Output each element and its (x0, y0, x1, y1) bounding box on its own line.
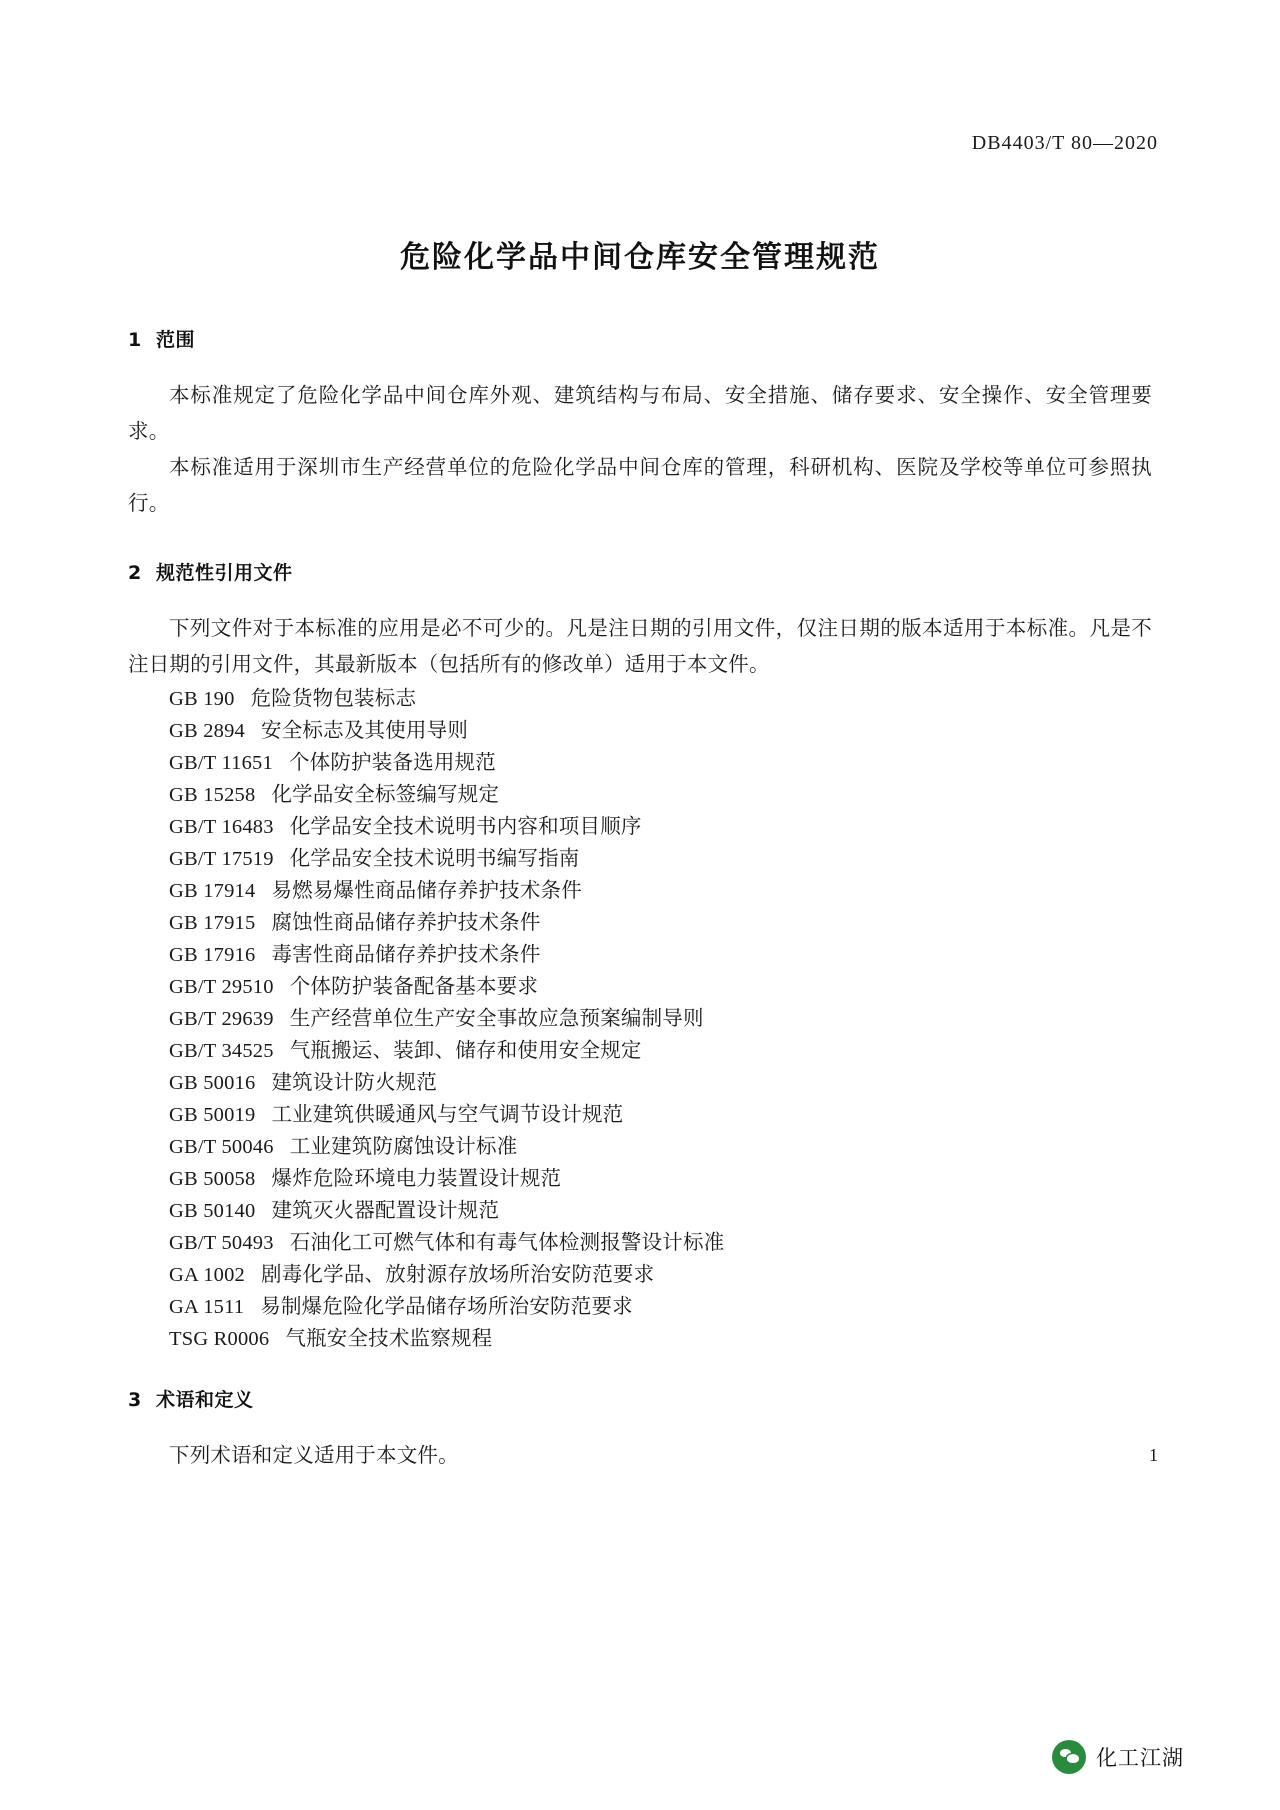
list-item (128, 1131, 1152, 1163)
reference-name: 危险货物包装标志 (250, 688, 417, 710)
reference-code: GB 17915 (169, 912, 256, 934)
list-item (128, 939, 1152, 971)
list-item (128, 1291, 1152, 1323)
reference-code: GB/T 50493 (169, 1232, 274, 1254)
section-title-2: 规范性引用文件 (156, 562, 293, 584)
reference-code: GB 50140 (169, 1200, 256, 1222)
reference-name: 毒害性商品储存养护技术条件 (271, 944, 541, 966)
reference-name: 爆炸危险环境电力装置设计规范 (271, 1168, 562, 1190)
list-item (128, 683, 1152, 715)
reference-code: GB 17916 (169, 944, 256, 966)
reference-code: GA 1002 (169, 1264, 246, 1286)
reference-code: GB 2894 (169, 720, 246, 742)
section-number-2: 2 (128, 562, 142, 584)
reference-code: GB 50019 (169, 1104, 256, 1126)
reference-name: 易燃易爆性商品储存养护技术条件 (271, 880, 582, 902)
reference-name: 生产经营单位生产安全事故应急预案编制导则 (289, 1008, 704, 1030)
reference-name: 个体防护装备选用规范 (288, 752, 496, 774)
reference-name: 石油化工可燃气体和有毒气体检测报警设计标准 (289, 1232, 725, 1254)
list-item (128, 779, 1152, 811)
reference-name: 工业建筑防腐蚀设计标准 (289, 1136, 518, 1158)
list-item (128, 1067, 1152, 1099)
reference-code: GA 1511 (169, 1296, 245, 1318)
list-item (128, 811, 1152, 843)
reference-code: GB/T 29510 (169, 976, 274, 998)
reference-name: 气瓶安全技术监察规程 (285, 1328, 493, 1350)
reference-code: GB/T 16483 (169, 816, 274, 838)
reference-code: GB/T 50046 (169, 1136, 274, 1158)
reference-name: 气瓶搬运、装卸、储存和使用安全规定 (289, 1040, 642, 1062)
list-item (128, 907, 1152, 939)
list-item (128, 1099, 1152, 1131)
normative-references-list (128, 683, 1152, 1355)
section-title-3: 术语和定义 (156, 1389, 254, 1411)
reference-name: 建筑设计防火规范 (271, 1072, 438, 1094)
list-item (128, 1163, 1152, 1195)
list-item (128, 971, 1152, 1003)
reference-code: GB 50058 (169, 1168, 256, 1190)
reference-name: 腐蚀性商品储存养护技术条件 (271, 912, 541, 934)
reference-name: 个体防护装备配备基本要求 (289, 976, 539, 998)
reference-code: GB/T 34525 (169, 1040, 274, 1062)
section-number-1: 1 (128, 329, 142, 351)
document-content (128, 325, 1152, 1474)
reference-code: GB/T 29639 (169, 1008, 274, 1030)
watermark (1052, 1740, 1184, 1774)
reference-name: 建筑灭火器配置设计规范 (271, 1200, 500, 1222)
reference-code: GB 17914 (169, 880, 256, 902)
wechat-logo-icon (1052, 1740, 1086, 1774)
reference-code: GB 15258 (169, 784, 256, 806)
reference-name: 易制爆危险化学品储存场所治安防范要求 (260, 1296, 633, 1318)
standard-code-header: DB4403/T 80—2020 (971, 132, 1158, 154)
reference-name: 化学品安全标签编写规定 (271, 784, 500, 806)
list-item (128, 1035, 1152, 1067)
list-item (128, 715, 1152, 747)
section-2-paragraph-1: 下列文件对于本标准的应用是必不可少的。凡是注日期的引用文件，仅注日期的版本适用于本标准。凡是不注日期的引用文件，其最新版本（包括所有的修改单）适用于本文件。 (128, 618, 1152, 676)
reference-code: GB/T 11651 (169, 752, 273, 774)
section-heading-2 (128, 558, 1152, 585)
list-item (128, 1323, 1152, 1355)
section-1-paragraph-2: 本标准适用于深圳市生产经营单位的危险化学品中间仓库的管理，科研机构、医院及学校等单位可参照执行。 (128, 457, 1152, 515)
reference-code: GB/T 17519 (169, 848, 274, 870)
reference-name: 工业建筑供暖通风与空气调节设计规范 (271, 1104, 624, 1126)
list-item (128, 747, 1152, 779)
reference-code: GB 190 (169, 688, 235, 710)
spacer (128, 522, 1152, 558)
watermark-label: 化工江湖 (1096, 1746, 1184, 1770)
reference-code: GB 50016 (169, 1072, 256, 1094)
list-item (128, 1259, 1152, 1291)
page-number: 1 (1149, 1445, 1158, 1465)
reference-name: 安全标志及其使用导则 (261, 720, 469, 742)
spacer (128, 1355, 1152, 1385)
section-title-1: 范围 (156, 329, 196, 351)
reference-name: 剧毒化学品、放射源存放场所治安防范要求 (261, 1264, 655, 1286)
list-item (128, 1227, 1152, 1259)
list-item (128, 875, 1152, 907)
section-3-paragraph-1: 下列术语和定义适用于本文件。 (169, 1445, 459, 1467)
list-item (128, 1195, 1152, 1227)
list-item (128, 843, 1152, 875)
section-heading-1 (128, 325, 1152, 352)
reference-name: 化学品安全技术说明书内容和项目顺序 (289, 816, 642, 838)
reference-code: TSG R0006 (169, 1328, 270, 1350)
section-heading-3 (128, 1385, 1152, 1412)
reference-name: 化学品安全技术说明书编写指南 (289, 848, 580, 870)
section-number-3: 3 (128, 1389, 142, 1411)
section-1-paragraph-1: 本标准规定了危险化学品中间仓库外观、建筑结构与布局、安全措施、储存要求、安全操作、安全管理要求。 (128, 385, 1152, 443)
list-item (128, 1003, 1152, 1035)
page-title: 危险化学品中间仓库安全管理规范 (400, 240, 880, 275)
